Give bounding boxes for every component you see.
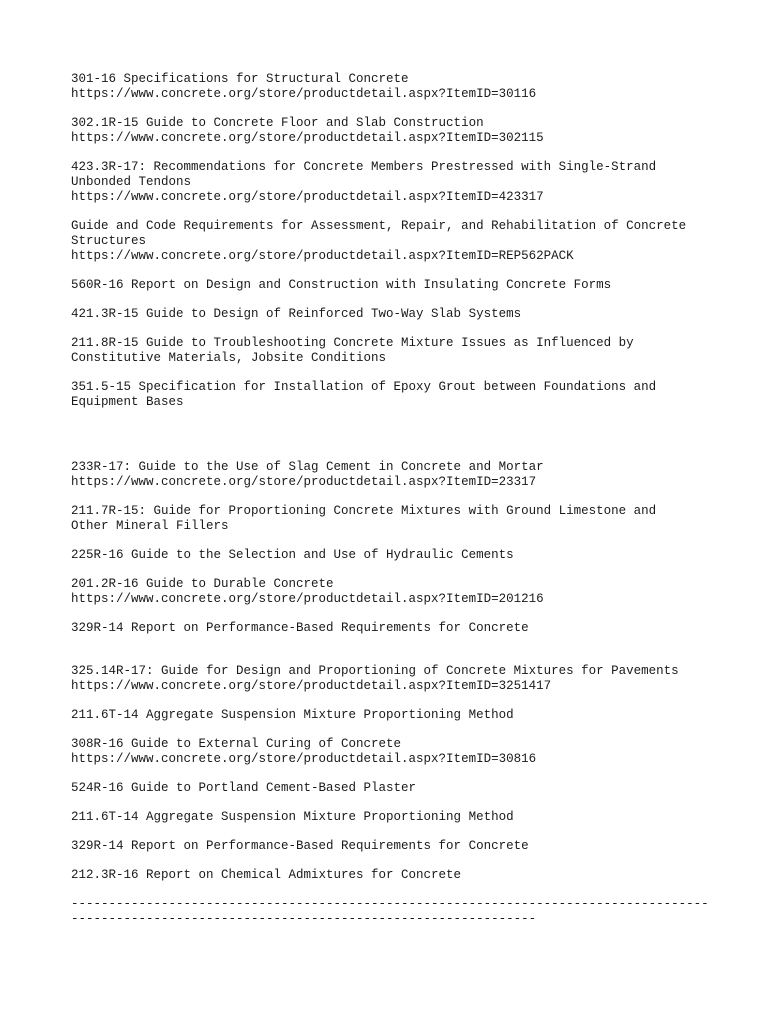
entry-text: 560R-16 Report on Design and Construction with Insulating Concrete Forms — [71, 278, 612, 292]
spacer — [71, 424, 731, 460]
document-entry — [71, 708, 731, 723]
entry-text: 211.6T-14 Aggregate Suspension Mixture Proportioning Method — [71, 708, 514, 722]
entry-text: 329R-14 Report on Performance-Based Requirements for Concrete — [71, 839, 529, 853]
entry-text: 233R-17: Guide to the Use of Slag Cement in Concrete and Mortar — [71, 460, 544, 474]
document-entry — [71, 307, 731, 322]
document-entry — [71, 504, 731, 534]
document-entry — [71, 336, 731, 366]
entry-url: https://www.concrete.org/store/productdetail.aspx?ItemID=302115 — [71, 131, 544, 145]
document-body — [71, 72, 731, 927]
spacer — [71, 650, 731, 664]
document-entry — [71, 219, 731, 264]
entry-url: https://www.concrete.org/store/productdetail.aspx?ItemID=30816 — [71, 752, 537, 766]
document-entry — [71, 737, 731, 767]
entry-text: Other Mineral Fillers — [71, 519, 229, 533]
document-entry — [71, 868, 731, 883]
entry-text: 211.8R-15 Guide to Troubleshooting Concrete Mixture Issues as Influenced by — [71, 336, 634, 350]
entry-text: 201.2R-16 Guide to Durable Concrete — [71, 577, 334, 591]
entry-text: Guide and Code Requirements for Assessment, Repair, and Rehabilitation of Concrete — [71, 219, 687, 233]
document-entry — [71, 664, 731, 694]
entry-text: Equipment Bases — [71, 395, 184, 409]
entry-url: https://www.concrete.org/store/productdetail.aspx?ItemID=23317 — [71, 475, 537, 489]
entry-text: 524R-16 Guide to Portland Cement-Based Plaster — [71, 781, 417, 795]
entry-text: 211.7R-15: Guide for Proportioning Concrete Mixtures with Ground Limestone and — [71, 504, 657, 518]
dashed-divider — [71, 897, 731, 927]
document-entry — [71, 839, 731, 854]
entry-url: https://www.concrete.org/store/productdetail.aspx?ItemID=REP562PACK — [71, 249, 574, 263]
entry-text: Unbonded Tendons — [71, 175, 192, 189]
document-entry — [71, 116, 731, 146]
entry-text: Constitutive Materials, Jobsite Conditions — [71, 351, 387, 365]
document-entry — [71, 72, 731, 102]
entry-url: https://www.concrete.org/store/productdetail.aspx?ItemID=30116 — [71, 87, 537, 101]
entry-text: 301-16 Specifications for Structural Concrete — [71, 72, 409, 86]
entry-text: 302.1R-15 Guide to Concrete Floor and Slab Construction — [71, 116, 484, 130]
divider-line: -------------------------------------------------------------- — [71, 912, 537, 926]
entry-text: 325.14R-17: Guide for Design and Proportioning of Concrete Mixtures for Pavements — [71, 664, 679, 678]
entry-text: 421.3R-15 Guide to Design of Reinforced Two-Way Slab Systems — [71, 307, 522, 321]
entry-text: 212.3R-16 Report on Chemical Admixtures for Concrete — [71, 868, 462, 882]
entry-text: 211.6T-14 Aggregate Suspension Mixture Proportioning Method — [71, 810, 514, 824]
document-entry — [71, 160, 731, 205]
entry-text: 351.5-15 Specification for Installation of Epoxy Grout between Foundations and — [71, 380, 657, 394]
entry-url: https://www.concrete.org/store/productdetail.aspx?ItemID=423317 — [71, 190, 544, 204]
entry-text: 329R-14 Report on Performance-Based Requirements for Concrete — [71, 621, 529, 635]
entry-text: 423.3R-17: Recommendations for Concrete Members Prestressed with Single-Strand — [71, 160, 657, 174]
document-entry — [71, 621, 731, 636]
document-entry — [71, 781, 731, 796]
document-entry — [71, 577, 731, 607]
document-entry — [71, 380, 731, 410]
document-entry — [71, 278, 731, 293]
entry-text: Structures — [71, 234, 147, 248]
document-entry — [71, 548, 731, 563]
entry-text: 308R-16 Guide to External Curing of Concrete — [71, 737, 402, 751]
entry-text: 225R-16 Guide to the Selection and Use of Hydraulic Cements — [71, 548, 514, 562]
entry-url: https://www.concrete.org/store/productdetail.aspx?ItemID=201216 — [71, 592, 544, 606]
entry-url: https://www.concrete.org/store/productdetail.aspx?ItemID=3251417 — [71, 679, 552, 693]
document-entry — [71, 810, 731, 825]
divider-line: ------------------------------------------------------------------------------------- — [71, 897, 709, 911]
document-entry — [71, 460, 731, 490]
